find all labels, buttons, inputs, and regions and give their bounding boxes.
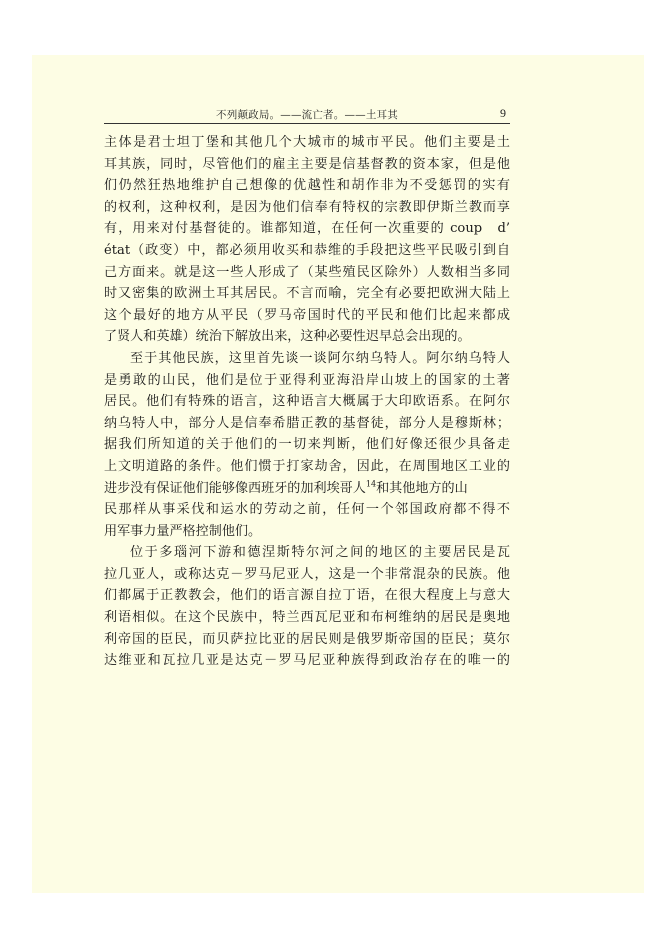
text-line: 有，用来对付基督徒的。谁都知道，在任何一次重要的 coup d’	[104, 221, 510, 237]
text-segment: 进步没有保证他们能够像西班牙的加利埃哥人	[104, 480, 366, 496]
running-title: 不列颠政局。——流亡者。——土耳其	[216, 109, 398, 121]
page-number: 9	[500, 106, 506, 120]
text-line: 达维亚和瓦拉几亚是达克－罗马尼亚种族得到政治存在的唯一的	[104, 653, 510, 669]
text-line: 纳乌特人中，部分人是信奉希腊正教的基督徒，部分人是穆斯林；	[104, 415, 510, 431]
text-line: 了贤人和英雄）统治下解放出来，这种必要性迟早总会出现的。	[104, 329, 471, 345]
paragraph	[104, 348, 510, 542]
text-line: 主体是君士坦丁堡和其他几个大城市的城市平民。他们主要是土	[104, 135, 510, 150]
text-line: 己方面来。就是这一些人形成了（某些殖民区除外）人数相当多同	[104, 264, 510, 280]
text-line: 据我们所知道的关于他们的一切来判断，他们好像还很少具备走	[104, 437, 510, 453]
text-line: 们都属于正教教会，他们的语言源自拉丁语，在很大程度上与意大	[104, 588, 510, 604]
text-line	[104, 478, 510, 500]
text-line: 至于其他民族，这里首先谈一谈阿尔纳乌特人。阿尔纳乌特人	[130, 350, 510, 366]
text-line: 上文明道路的条件。他们惯于打家劫舍，因此，在周围地区工业的	[104, 458, 510, 474]
text-line: 位于多瑙河下游和德涅斯特尔河之间的地区的主要居民是瓦	[130, 545, 510, 561]
paragraph	[104, 542, 510, 672]
text-line: 这个最好的地方从平民（罗马帝国时代的平民和他们比起来都成	[104, 307, 510, 323]
text-line: 居民。他们有特殊的语言，这种语言大概属于大印欧语系。在阿尔	[104, 394, 510, 410]
text-segment: 和其他地方的山	[376, 480, 468, 496]
footnote-marker[interactable]: 14	[365, 479, 377, 489]
paragraph	[104, 132, 510, 348]
page-body	[104, 132, 510, 672]
text-line: 民那样从事采伐和运水的劳动之前，任何一个邻国政府都不得不	[104, 502, 510, 518]
text-line: 利帝国的臣民，而贝萨拉比亚的居民则是俄罗斯帝国的臣民；莫尔	[104, 631, 510, 647]
text-line: 们仍然狂热地维护自己想像的优越性和胡作非为不受惩罚的实有	[104, 178, 510, 194]
text-line: 拉几亚人，或称达克－罗马尼亚人，这是一个非常混杂的民族。他	[104, 566, 510, 582]
running-header	[104, 105, 510, 124]
text-line: 利语相似。在这个民族中，特兰西瓦尼亚和布柯维纳的居民是奥地	[104, 610, 510, 626]
text-line: état（政变）中，都必须用收买和恭维的手段把这些平民吸引到自	[104, 242, 510, 258]
text-line: 耳其族，同时，尽管他们的雇主主要是信基督教的资本家，但是他	[104, 156, 510, 172]
text-line: 时又密集的欧洲土耳其居民。不言而喻，完全有必要把欧洲大陆上	[104, 286, 510, 302]
text-line: 用军事力量严格控制他们。	[104, 523, 262, 539]
text-line: 的权利，这种权利，是因为他们信奉有特权的宗教即伊斯兰教而享	[104, 199, 510, 215]
text-line: 是勇敢的山民，他们是位于亚得利亚海沿岸山坡上的国家的土著	[104, 372, 510, 388]
